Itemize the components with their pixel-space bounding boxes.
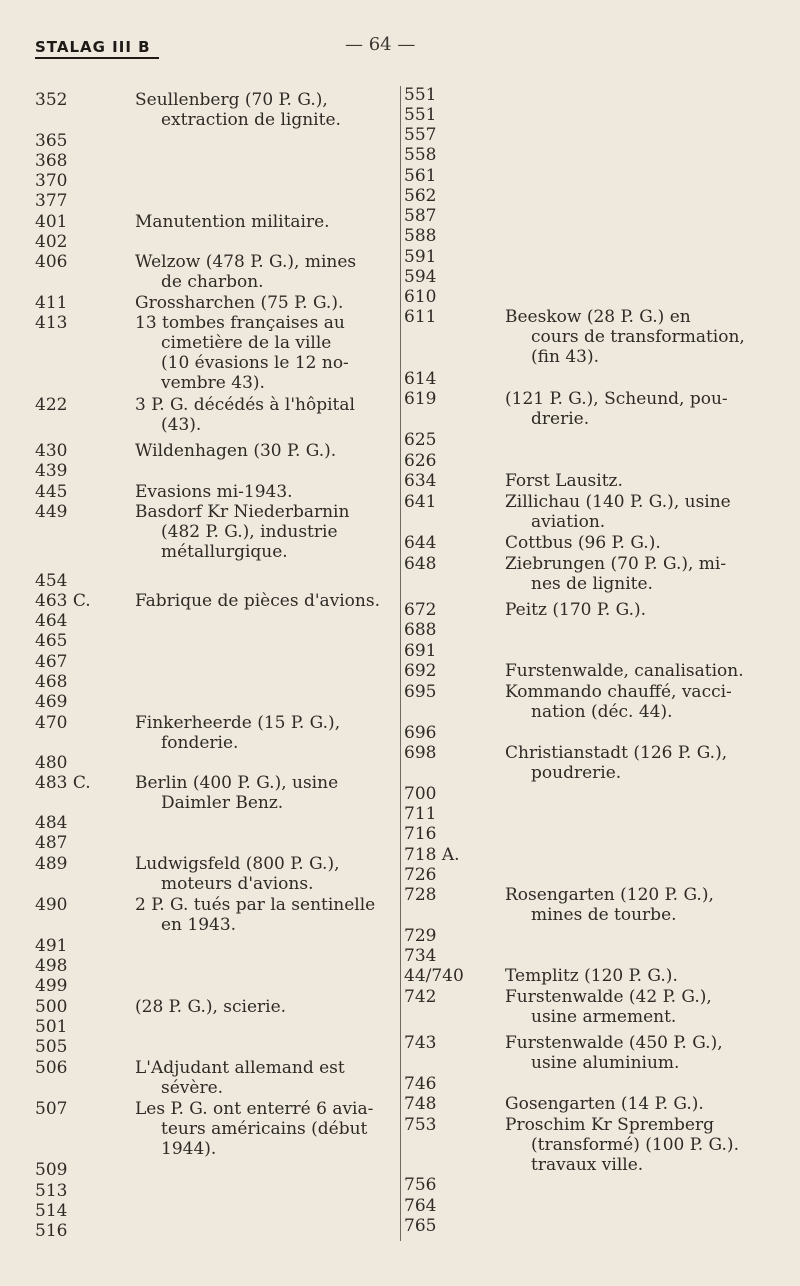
entry-number: 594 (404, 267, 437, 287)
description-line: (43). (161, 415, 202, 435)
entry-number: 726 (404, 865, 437, 885)
description-line: Cottbus (96 P. G.). (505, 533, 661, 553)
entry-number: 619 (404, 389, 437, 409)
description-line: mines de tourbe. (531, 905, 677, 925)
entry-number: 454 (35, 571, 68, 591)
description-line: fonderie. (161, 733, 239, 753)
description-line: Grossharchen (75 P. G.). (135, 293, 344, 313)
description-line: vembre 43). (161, 373, 265, 393)
entry-number: 402 (35, 232, 68, 252)
entry-number: 753 (404, 1115, 437, 1135)
entry-description (135, 313, 387, 393)
description-line: Beeskow (28 P. G.) en (505, 307, 691, 327)
entry-number: 591 (404, 247, 437, 267)
entry-number: 587 (404, 206, 437, 226)
entry-number: 370 (35, 171, 68, 191)
description-line: sévère. (161, 1078, 224, 1098)
entry-number: 467 (35, 652, 68, 672)
entry-number: 44/740 (404, 966, 464, 986)
description-line: cours de transformation, (531, 327, 745, 347)
description-line: 3 P. G. décédés à l'hôpital (135, 395, 355, 415)
description-line: métallurgique. (161, 542, 288, 562)
description-line: Gosengarten (14 P. G.). (505, 1094, 704, 1114)
entry-description (135, 482, 387, 502)
description-line: nes de lignite. (531, 574, 653, 594)
entry-description (135, 212, 387, 232)
description-line: Daimler Benz. (161, 793, 284, 813)
entry-description (135, 854, 387, 894)
description-line: 13 tombes françaises au (135, 313, 345, 333)
entry-number: 558 (404, 145, 437, 165)
entry-number: 483 C. (35, 773, 91, 793)
entry-number: 509 (35, 1160, 68, 1180)
entry-number: 716 (404, 824, 437, 844)
entry-number: 463 C. (35, 591, 91, 611)
entry-number: 698 (404, 743, 437, 763)
entry-description (505, 307, 755, 367)
description-line: Ziebrungen (70 P. G.), mi- (505, 554, 727, 574)
description-line: nation (déc. 44). (531, 702, 673, 722)
entry-description (505, 661, 755, 681)
entry-number: 484 (35, 813, 68, 833)
description-line: teurs américains (début (161, 1119, 368, 1139)
entry-number: 445 (35, 482, 68, 502)
entry-description (135, 293, 387, 313)
entry-description (505, 885, 755, 925)
entry-number: 490 (35, 895, 68, 915)
entry-description (505, 471, 755, 491)
description-line: Welzow (478 P. G.), mines (135, 252, 357, 272)
entry-description (135, 997, 387, 1017)
description-line: 1944). (161, 1139, 217, 1159)
description-line: L'Adjudant allemand est (135, 1058, 345, 1078)
entry-number: 501 (35, 1017, 68, 1037)
entry-number: 468 (35, 672, 68, 692)
entry-number: 695 (404, 682, 437, 702)
entry-description (505, 554, 755, 594)
entry-number: 513 (35, 1181, 68, 1201)
description-line: Templitz (120 P. G.). (505, 966, 678, 986)
description-line: Ludwigsfeld (800 P. G.), (135, 854, 340, 874)
entry-number: 648 (404, 554, 437, 574)
entry-number: 430 (35, 441, 68, 461)
entry-number: 588 (404, 226, 437, 246)
entry-number: 748 (404, 1094, 437, 1114)
entry-number: 487 (35, 833, 68, 853)
entry-number: 561 (404, 166, 437, 186)
entry-number: 742 (404, 987, 437, 1007)
entry-description (505, 682, 755, 722)
entry-number: 551 (404, 85, 437, 105)
entry-description (505, 389, 755, 429)
entry-number: 470 (35, 713, 68, 733)
description-line: Furstenwalde (450 P. G.), (505, 1033, 723, 1053)
entry-number: 516 (35, 1221, 68, 1241)
description-line: drerie. (531, 409, 590, 429)
description-line: Zillichau (140 P. G.), usine (505, 492, 731, 512)
description-line: (121 P. G.), Scheund, pou- (505, 389, 728, 409)
entry-number: 465 (35, 631, 68, 651)
entry-number: 352 (35, 90, 68, 110)
entry-number: 514 (35, 1201, 68, 1221)
entry-description (135, 90, 387, 130)
camp-heading: STALAG III B (35, 38, 151, 56)
entry-description (135, 895, 387, 935)
description-line: 2 P. G. tués par la sentinelle (135, 895, 376, 915)
entry-description (135, 395, 387, 435)
entry-description (135, 1099, 387, 1159)
description-line: (fin 43). (531, 347, 599, 367)
entry-number: 692 (404, 661, 437, 681)
entry-number: 711 (404, 804, 437, 824)
entry-description (505, 1115, 755, 1175)
entry-number: 491 (35, 936, 68, 956)
entry-number: 644 (404, 533, 437, 553)
entry-number: 469 (35, 692, 68, 712)
description-line: (482 P. G.), industrie (161, 522, 338, 542)
entry-number: 377 (35, 191, 68, 211)
entry-description (505, 1033, 755, 1073)
entry-number: 611 (404, 307, 437, 327)
entry-description (505, 600, 755, 620)
entry-description (135, 591, 387, 611)
page-number: — 64 — (345, 34, 416, 55)
entry-number: 743 (404, 1033, 437, 1053)
entry-description (135, 502, 387, 562)
entry-description (135, 773, 387, 813)
entry-number: 562 (404, 186, 437, 206)
entry-number: 764 (404, 1196, 437, 1216)
entry-description (505, 966, 755, 986)
description-line: Evasions mi-1943. (135, 482, 293, 502)
entry-number: 480 (35, 753, 68, 773)
description-line: extraction de lignite. (161, 110, 341, 130)
heading-underline (35, 57, 159, 59)
entry-number: 734 (404, 946, 437, 966)
entry-description (505, 533, 755, 553)
description-line: (28 P. G.), scierie. (135, 997, 287, 1017)
entry-number: 718 A. (404, 845, 460, 865)
description-line: (transformé) (100 P. G.). (531, 1135, 739, 1155)
entry-number: 634 (404, 471, 437, 491)
entry-number: 641 (404, 492, 437, 512)
description-line: Rosengarten (120 P. G.), (505, 885, 714, 905)
entry-number: 413 (35, 313, 68, 333)
description-line: en 1943. (161, 915, 237, 935)
entry-number: 500 (35, 997, 68, 1017)
entry-number: 746 (404, 1074, 437, 1094)
entry-number: 449 (35, 502, 68, 522)
entry-number: 557 (404, 125, 437, 145)
entry-description (505, 492, 755, 532)
column-divider (400, 86, 401, 1241)
description-line: usine armement. (531, 1007, 677, 1027)
entry-description (135, 441, 387, 461)
entry-description (135, 1058, 387, 1098)
entry-number: 368 (35, 151, 68, 171)
entry-number: 489 (35, 854, 68, 874)
entry-number: 700 (404, 784, 437, 804)
entry-number: 696 (404, 723, 437, 743)
description-line: Proschim Kr Spremberg (505, 1115, 714, 1135)
entry-number: 401 (35, 212, 68, 232)
description-line: Christianstadt (126 P. G.), (505, 743, 728, 763)
description-line: Furstenwalde, canalisation. (505, 661, 744, 681)
description-line: Kommando chauffé, vacci- (505, 682, 732, 702)
entry-description (505, 987, 755, 1027)
entry-description (135, 713, 387, 753)
entry-number: 365 (35, 131, 68, 151)
entry-number: 756 (404, 1175, 437, 1195)
description-line: Furstenwalde (42 P. G.), (505, 987, 712, 1007)
entry-number: 499 (35, 976, 68, 996)
description-line: aviation. (531, 512, 606, 532)
entry-number: 614 (404, 369, 437, 389)
entry-number: 729 (404, 926, 437, 946)
entry-number: 691 (404, 641, 437, 661)
description-line: moteurs d'avions. (161, 874, 314, 894)
description-line: Seullenberg (70 P. G.), (135, 90, 328, 110)
entry-number: 439 (35, 461, 68, 481)
entry-number: 422 (35, 395, 68, 415)
entry-number: 506 (35, 1058, 68, 1078)
entry-number: 507 (35, 1099, 68, 1119)
entry-number: 406 (35, 252, 68, 272)
entry-number: 551 (404, 105, 437, 125)
description-line: Peitz (170 P. G.). (505, 600, 647, 620)
description-line: de charbon. (161, 272, 264, 292)
description-line: usine aluminium. (531, 1053, 680, 1073)
entry-description (135, 252, 387, 292)
entry-description (505, 743, 755, 783)
description-line: Manutention militaire. (135, 212, 330, 232)
description-line: Finkerheerde (15 P. G.), (135, 713, 341, 733)
entry-number: 626 (404, 451, 437, 471)
entry-number: 411 (35, 293, 68, 313)
entry-number: 464 (35, 611, 68, 631)
description-line: Forst Lausitz. (505, 471, 623, 491)
description-line: Berlin (400 P. G.), usine (135, 773, 339, 793)
entry-number: 610 (404, 287, 437, 307)
entry-number: 728 (404, 885, 437, 905)
entry-number: 498 (35, 956, 68, 976)
description-line: Wildenhagen (30 P. G.). (135, 441, 337, 461)
description-line: (10 évasions le 12 no- (161, 353, 349, 373)
entry-number: 625 (404, 430, 437, 450)
entry-number: 765 (404, 1216, 437, 1236)
entry-description (505, 1094, 755, 1114)
description-line: Fabrique de pièces d'avions. (135, 591, 380, 611)
description-line: poudrerie. (531, 763, 622, 783)
description-line: Les P. G. ont enterré 6 avia- (135, 1099, 374, 1119)
entry-number: 672 (404, 600, 437, 620)
entry-number: 505 (35, 1037, 68, 1057)
description-line: cimetière de la ville (161, 333, 332, 353)
description-line: Basdorf Kr Niederbarnin (135, 502, 350, 522)
entry-number: 688 (404, 620, 437, 640)
description-line: travaux ville. (531, 1155, 644, 1175)
